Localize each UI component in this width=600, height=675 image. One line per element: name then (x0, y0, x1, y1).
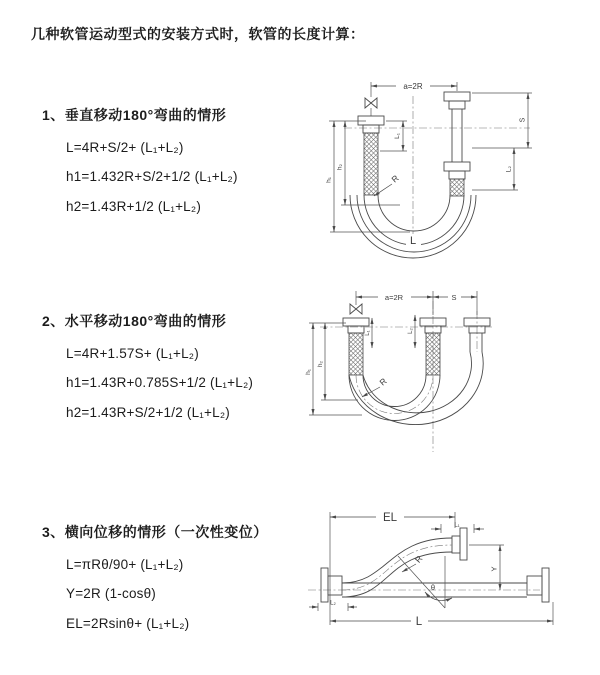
dim-label-l2: L₂ (505, 165, 513, 173)
u-hose-curves (349, 333, 483, 425)
dim-label-r: R (412, 553, 425, 565)
formula-h1: h1=1.432R+S/2+1/2 (L₁+L₂) (66, 169, 238, 184)
dimension-l-total (330, 602, 553, 628)
section-vertical-180-bend (42, 105, 238, 214)
diagram-vertical-180-bend (300, 68, 570, 260)
dim-label-l1: L₁ (394, 133, 401, 139)
section-heading: 3、横向位移的情形（一次性变位） (42, 524, 268, 540)
dim-label-l2: L₂ (330, 600, 336, 607)
s-curve-hose (342, 538, 452, 597)
dimension-l2 (472, 148, 518, 190)
left-hose-fitting (343, 318, 369, 375)
formula-el: EL=2Rsinθ+ (L₁+L₂) (66, 615, 190, 631)
centerlines (320, 301, 492, 452)
dim-label-l2: L₂ (408, 328, 414, 334)
dimension-l1 (365, 318, 372, 348)
braided-hose-section (450, 179, 464, 196)
dim-label-h2: h₂ (336, 163, 344, 171)
braided-hose-section (364, 133, 378, 195)
page-title: 几种软管运动型式的安装方式时，软管的长度计算： (31, 26, 365, 42)
formula-h1: h1=1.43R+0.785S+1/2 (L₁+L₂) (66, 375, 254, 390)
radius-leader (362, 376, 389, 397)
dim-label-l-total: L (409, 235, 417, 247)
section-horizontal-180-bend (42, 311, 253, 420)
dim-label-theta: θ (430, 583, 436, 592)
dim-label-el: EL (382, 512, 398, 524)
dim-label-l1: L₁ (454, 522, 460, 529)
dim-label-a2r: a=2R (384, 293, 404, 302)
dim-label-r: R (377, 375, 389, 388)
dimension-s (472, 93, 532, 148)
dim-label-h1: h₁ (325, 177, 333, 183)
formula-h2: h2=1.43R+S/2+1/2 (L₁+L₂) (66, 404, 230, 420)
right-hose-fitting (444, 92, 470, 196)
dim-label-l-total: L (415, 616, 423, 628)
valve-icon (350, 304, 362, 314)
dimension-l1 (431, 523, 484, 534)
braided-hose-section (349, 333, 363, 375)
formula-h2: h2=1.43R+1/2 (L₁+L₂) (66, 198, 202, 214)
dim-label-l1: L₁ (365, 330, 371, 336)
right-flange-original (527, 568, 549, 602)
section-heading: 1、垂直移动180°弯曲的情形 (42, 107, 227, 123)
left-flange (321, 568, 342, 602)
formula-y: Y=2R (1-cosθ) (66, 586, 157, 601)
displaced-flange (452, 528, 467, 560)
diagram-horizontal-180-bend (303, 283, 570, 463)
braided-hose-section (426, 333, 440, 375)
dim-label-s: S (519, 117, 527, 123)
formula-length: L=πRθ/90+ (L₁+L₂) (66, 556, 184, 572)
valve-icon (365, 98, 377, 116)
formula-length: L=4R+S/2+ (L₁+L₂) (66, 139, 184, 155)
dimension-l-total (406, 234, 421, 247)
dim-label-r: R (389, 172, 401, 185)
dimension-l2 (408, 315, 415, 348)
dim-label-a2r: a=2R (403, 82, 423, 91)
dimension-l2 (309, 601, 357, 612)
angle-theta (398, 553, 452, 608)
dim-label-y: Y (489, 566, 499, 572)
section-lateral-displacement (42, 522, 268, 631)
dim-label-h2: h₂ (317, 360, 324, 368)
dimension-l1 (380, 121, 407, 151)
section-heading: 2、水平移动180°弯曲的情形 (42, 313, 227, 329)
dimension-s (433, 292, 477, 303)
formula-length: L=4R+1.57S+ (L₁+L₂) (66, 345, 199, 361)
dim-label-s: S (451, 293, 457, 302)
diagram-lateral-displacement (300, 503, 570, 650)
dim-label-h1: h₁ (305, 369, 312, 375)
dimension-el (330, 509, 455, 625)
